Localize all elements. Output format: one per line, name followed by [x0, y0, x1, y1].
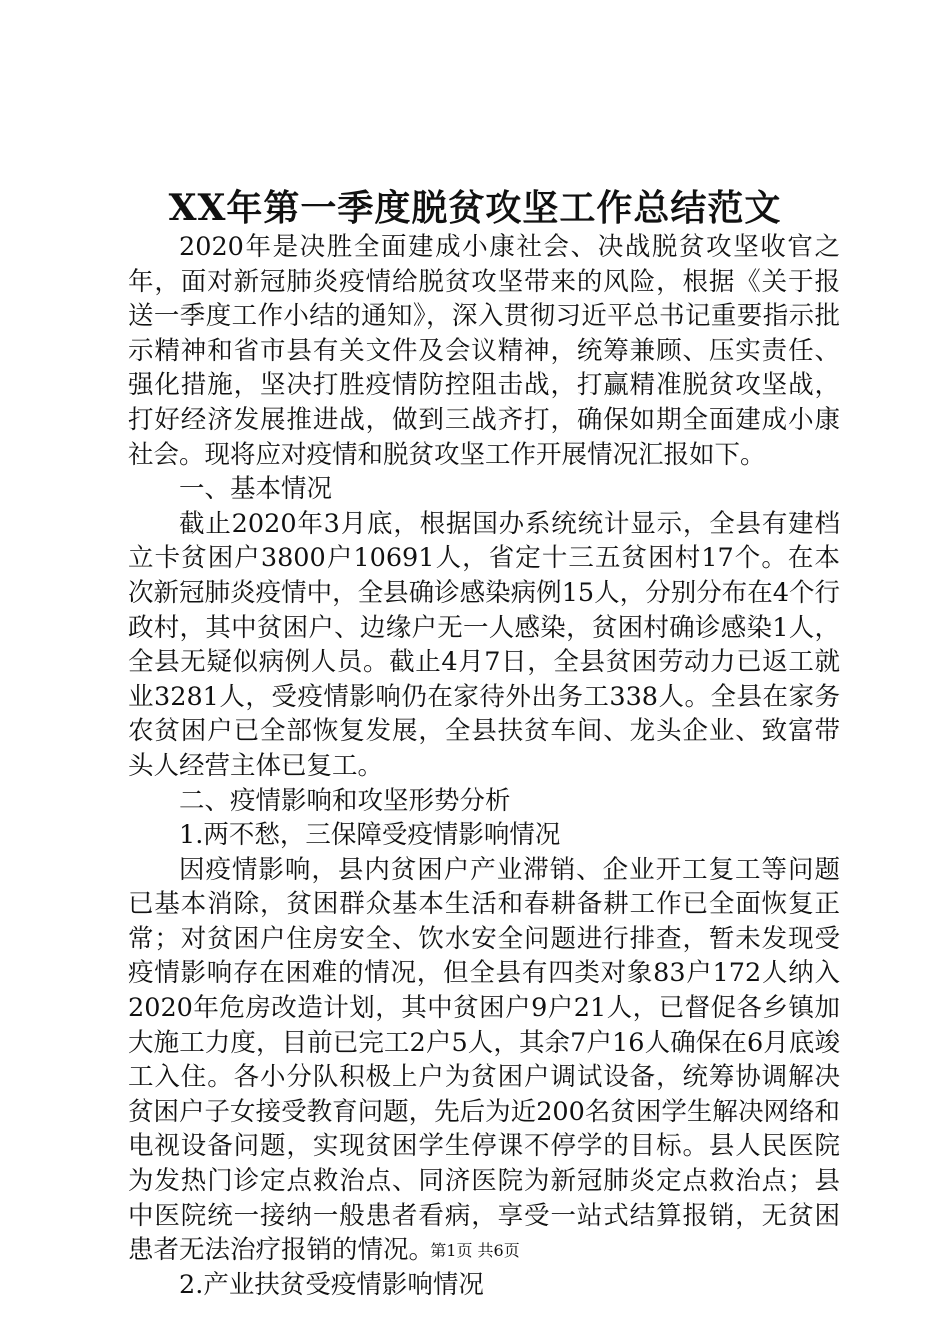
section-heading-basic-situation: 一、基本情况 — [179, 474, 333, 505]
subsection-heading-industry-poverty: 2.产业扶贫受疫情影响情况 — [179, 1269, 484, 1300]
page-number-footer: 第1页 共6页 — [430, 1241, 520, 1260]
document-title: XX年第一季度脱贫攻坚工作总结范文 — [168, 187, 782, 229]
paragraph-two-no-worries: 因疫情影响，县内贫困户产业滞销、企业开工复工等问题已基本消除，贫困群众基本生活和春耕备耕工作已全面恢复正常；对贫困户住房安全、饮水安全问题进行排查，暂未发现受疫情影响存在困难的情况，但全县有四类对象83户172人纳入2020年危房改造计划，其中贫困户9户21人，已督促各乡镇加大施工力度，目前已完工2户5人，其余7户16人确保在6月底竣工入住。各小分队积极上户为贫困户调试设备，统筹协调解决贫困户子女接受教育问题，先后为近200名贫困学生解决网络和电视设备问题，实现贫困学生停课不停学的目标。县人民医院为发热门诊定点救治点、同济医院为新冠肺炎定点救治点；县中医院统一接纳一般患者看病，享受一站式结算报销，无贫困患者无法治疗报销的情况。 — [128, 854, 840, 1266]
paragraph-basic-situation: 截止2020年3月底，根据国办系统统计显示，全县有建档立卡贫困户3800户10691人，省定十三五贫困村17个。在本次新冠肺炎疫情中，全县确诊感染病例15人，分别分布在4个行政村，其中贫困户、边缘户无一人感染，贫困村确诊感染1人，全县无疑似病例人员。截止4月7日，全县贫困劳动力已返工就业3281人，受疫情影响仍在家待外出务工338人。全县在家务农贫困户已全部恢复发展，全县扶贫车间、龙头企业、致富带头人经营主体已复工。 — [128, 508, 840, 781]
document-body — [128, 230, 840, 1302]
paragraph-intro: 2020年是决胜全面建成小康社会、决战脱贫攻坚收官之年，面对新冠肺炎疫情给脱贫攻坚带来的风险，根据《关于报送一季度工作小结的通知》，深入贯彻习近平总书记重要指示批示精神和省市县有关文件及会议精神，统筹兼顾、压实责任、强化措施，坚决打胜疫情防控阻击战，打赢精准脱贫攻坚战，打好经济发展推进战，做到三战齐打，确保如期全面建成小康社会。现将应对疫情和脱贫攻坚工作开展情况汇报如下。 — [128, 232, 840, 470]
subsection-heading-two-no-worries: 1.两不愁，三保障受疫情影响情况 — [179, 820, 561, 851]
section-heading-impact-analysis: 二、疫情影响和攻坚形势分析 — [179, 785, 511, 816]
